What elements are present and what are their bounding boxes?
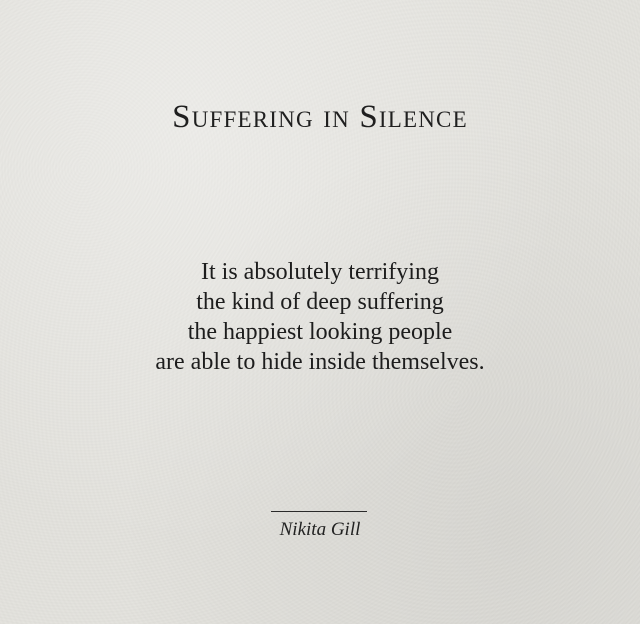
poem-line: the happiest looking people <box>187 319 453 345</box>
poem-title: Suffering in Silence <box>172 99 468 135</box>
poem-body <box>0 257 640 377</box>
poem-line: It is absolutely terrifying <box>201 259 439 285</box>
author-divider <box>271 511 367 512</box>
poem-line: the kind of deep suffering <box>196 289 444 315</box>
poem-line: are able to hide inside themselves. <box>155 349 485 375</box>
author-name: Nikita Gill <box>279 519 361 540</box>
